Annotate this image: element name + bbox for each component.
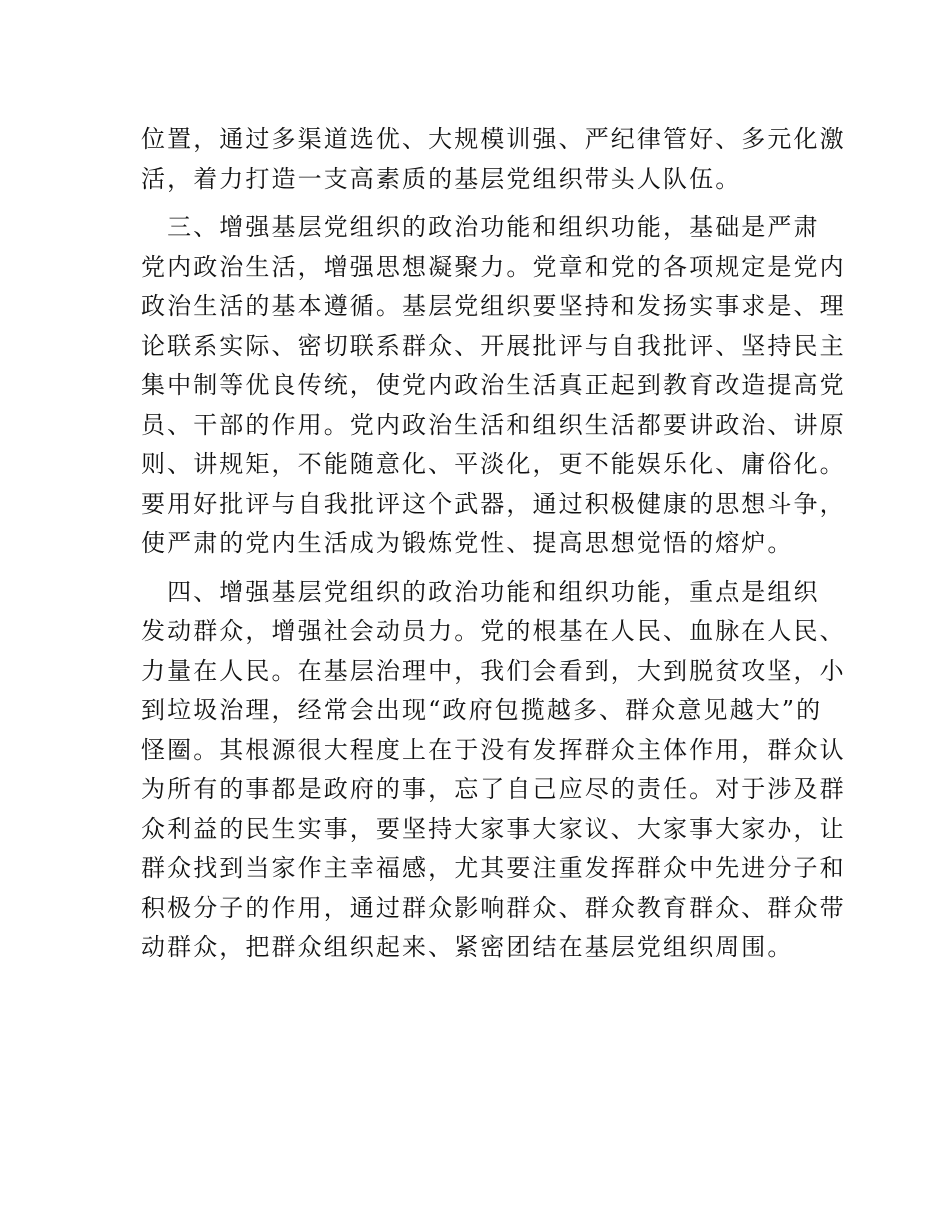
text-line: 员、干部的作用。党内政治生活和组织生活都要讲政治、讲原 <box>141 410 846 439</box>
text-line: 则、讲规矩，不能随意化、平淡化，更不能娱乐化、庸俗化。 <box>141 450 846 478</box>
text-line: 论联系实际、密切联系群众、开展批评与自我批评、坚持民主 <box>141 331 846 360</box>
text-line: 位置，通过多渠道选优、大规模训强、严纪律管好、多元化激 <box>141 125 846 153</box>
text-line: 到垃圾治理，经常会出现“政府包揽越多、群众意见越大”的 <box>141 696 823 724</box>
text-line: 三、增强基层党组织的政治功能和组织功能，基础是严肃 <box>141 213 820 241</box>
text-line: 政治生活的基本遵循。基层党组织要坚持和发扬实事求是、理 <box>141 292 846 320</box>
paragraph-3 <box>141 573 846 968</box>
text-line: 众利益的民生实事，要坚持大家事大家议、大家事大家办，让 <box>141 814 846 843</box>
paragraph-1 <box>141 120 846 199</box>
text-line: 群众找到当家作主幸福感，尤其要注重发挥群众中先进分子和 <box>141 854 846 882</box>
document-page <box>141 120 846 968</box>
text-line: 动群众，把群众组织起来、紧密团结在基层党组织周围。 <box>141 933 794 961</box>
text-line: 使严肃的党内生活成为锻炼党性、提高思想觉悟的熔炉。 <box>141 529 794 557</box>
paragraph-2 <box>141 208 846 564</box>
text-line: 发动群众，增强社会动员力。党的根基在人民、血脉在人民、 <box>141 617 846 645</box>
text-line: 怪圈。其根源很大程度上在于没有发挥群众主体作用，群众认 <box>141 735 846 764</box>
paragraph-gap <box>141 199 811 208</box>
text-line: 为所有的事都是政府的事，忘了自己应尽的责任。对于涉及群 <box>141 775 846 803</box>
text-line: 党内政治生活，增强思想凝聚力。党章和党的各项规定是党内 <box>141 252 846 281</box>
text-line: 力量在人民。在基层治理中，我们会看到，大到脱贫攻坚，小 <box>141 656 846 685</box>
text-line: 积极分子的作用，通过群众影响群众、群众教育群众、群众带 <box>141 893 846 922</box>
text-line: 四、增强基层党组织的政治功能和组织功能，重点是组织 <box>141 577 820 606</box>
paragraph-gap <box>141 564 811 573</box>
text-line: 集中制等优良传统，使党内政治生活真正起到教育改造提高党 <box>141 371 846 399</box>
text-line: 活，着力打造一支高素质的基层党组织带头人队伍。 <box>141 164 742 193</box>
text-line: 要用好批评与自我批评这个武器，通过积极健康的思想斗争， <box>141 489 846 518</box>
